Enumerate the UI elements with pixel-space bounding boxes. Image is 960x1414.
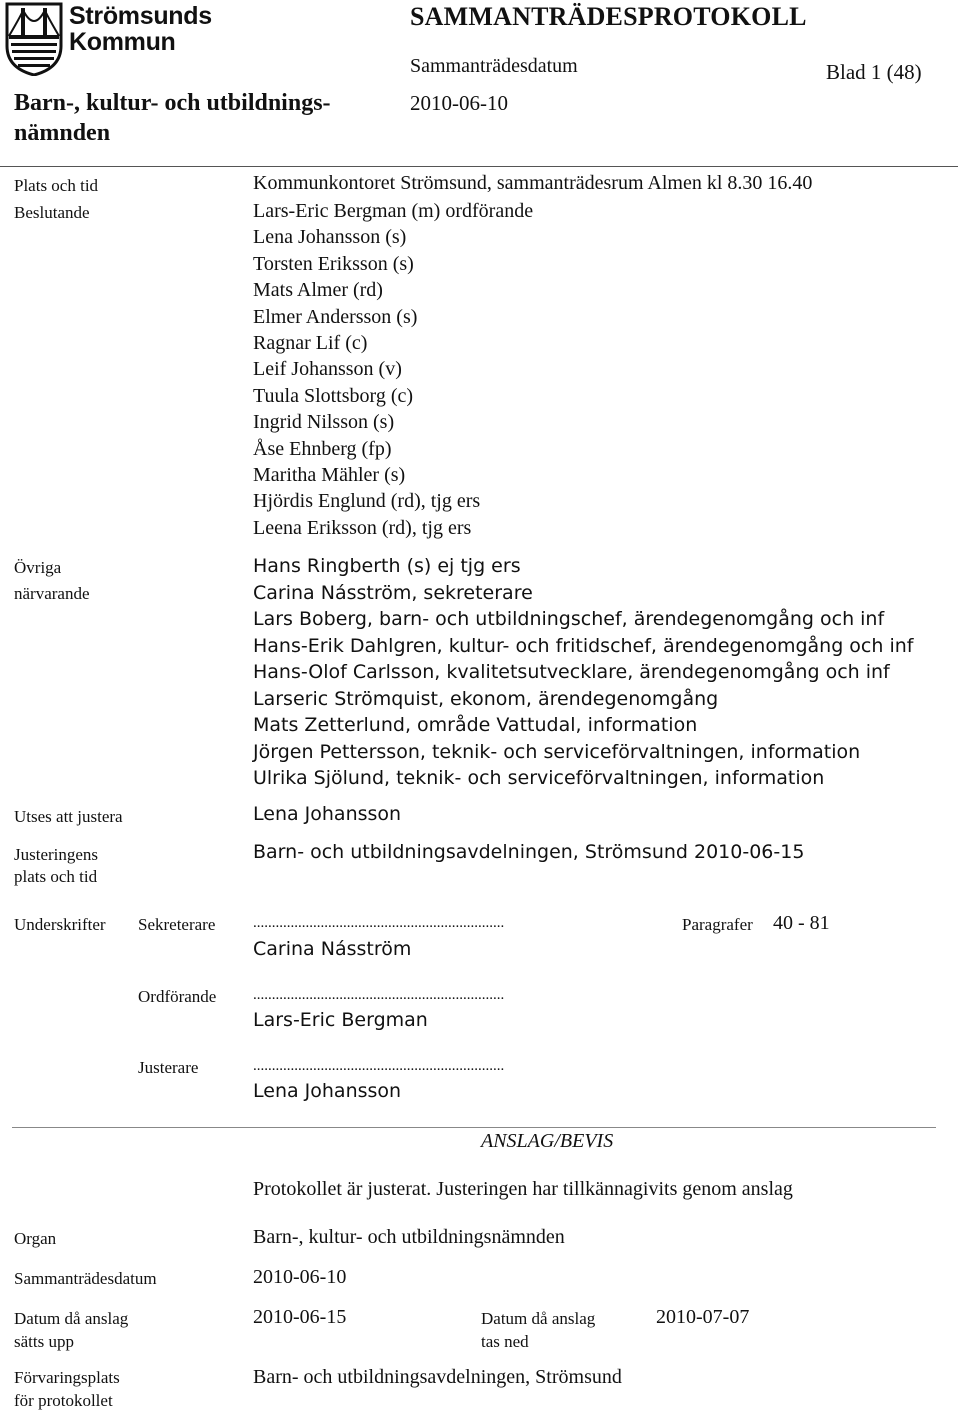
removed-value: 2010-07-07 <box>656 1306 750 1328</box>
notice-title: ANSLAG/BEVIS <box>481 1130 614 1152</box>
deciding-member: Hjördis Englund (rd), tjg ers <box>253 490 481 513</box>
notice-date-label: Sammanträdesdatum <box>14 1269 157 1288</box>
storage-value: Barn- och utbildningsavdelningen, Strömsund <box>253 1366 622 1388</box>
deciding-member: Leif Johansson (v) <box>253 358 402 381</box>
posted-label-1: Datum då anslag <box>14 1309 129 1328</box>
others-list <box>253 553 913 792</box>
committee-name-line-1: Barn-, kultur- och utbildnings- <box>14 90 331 116</box>
secretary-name: Carina Násström <box>253 938 412 960</box>
adjuster-signature-line: ................................................................... <box>253 1058 505 1074</box>
adjuster-value: Lena Johansson <box>253 803 402 825</box>
attendee: Jörgen Pettersson, teknik- och serviceförvaltningen, information <box>253 740 861 763</box>
place-value: Kommunkontoret Strömsund, sammanträdesrum Almen kl 8.30 16.40 <box>253 172 813 194</box>
posted-value: 2010-06-15 <box>253 1306 347 1328</box>
bridge-logo-icon <box>5 2 63 76</box>
deciding-member: Torsten Eriksson (s) <box>253 252 414 275</box>
others-label-1: Övriga <box>14 558 62 577</box>
adjust-place-value: Barn- och utbildningsavdelningen, Strömsund 2010-06-15 <box>253 841 805 863</box>
attendee: Carina Násström, sekreterare <box>253 581 533 604</box>
adjust-place-label-2: plats och tid <box>14 867 98 886</box>
deciding-member: Ingrid Nilsson (s) <box>253 411 395 434</box>
adjust-place-label-1: Justeringens <box>14 845 99 864</box>
removed-label-2: tas ned <box>481 1332 529 1351</box>
organ-value: Barn-, kultur- och utbildningsnämnden <box>253 1226 565 1248</box>
secretary-signature-line: ................................................................... <box>253 915 505 931</box>
header-divider <box>0 166 958 167</box>
others-label-2: närvarande <box>14 584 90 603</box>
attendee: Ulrika Sjölund, teknik- och serviceförvaltningen, information <box>253 767 825 789</box>
deciding-label: Beslutande <box>14 203 90 222</box>
deciding-member: Lars-Eric Bergman (m) ordförande <box>253 200 534 222</box>
chair-name: Lars-Eric Bergman <box>253 1009 428 1031</box>
adjuster-label: Utses att justera <box>14 807 123 826</box>
committee-name-line-2: nämnden <box>14 120 111 146</box>
municipality-logo <box>5 2 212 80</box>
attendee: Hans-Erik Dahlgren, kultur- och fritidschef, ärendegenomgång och inf <box>253 634 914 657</box>
attendee: Hans Ringberth (s) ej tjg ers <box>253 555 521 577</box>
posted-label-2: sätts upp <box>14 1332 74 1351</box>
notice-statement: Protokollet är justerat. Justeringen har tillkännagivits genom anslag <box>253 1178 793 1200</box>
attendee: Hans-Olof Carlsson, kvalitetsutvecklare, ärendegenomgång och inf <box>253 661 890 683</box>
organ-label: Organ <box>14 1229 57 1248</box>
logo-line-1: Strömsunds <box>69 2 212 30</box>
deciding-member: Åse Ehnberg (fp) <box>253 437 392 460</box>
deciding-member: Tuula Slottsborg (c) <box>253 384 414 407</box>
deciding-member: Lena Johansson (s) <box>253 226 407 249</box>
deciding-member: Ragnar Lif (c) <box>253 331 368 354</box>
adjuster-name: Lena Johansson <box>253 1080 402 1102</box>
chair-signature-line: ................................................................... <box>253 987 505 1003</box>
attendee: Larseric Strömquist, ekonom, ärendegenomgång <box>253 687 719 710</box>
header-date-value: 2010-06-10 <box>410 91 508 115</box>
page-number: Blad 1 (48) <box>826 60 922 84</box>
paragraphs-label: Paragrafer <box>682 915 753 934</box>
notice-date-value: 2010-06-10 <box>253 1266 347 1288</box>
place-label: Plats och tid <box>14 176 99 195</box>
notice-divider <box>12 1127 936 1128</box>
document-title: SAMMANTRÄDESPROTOKOLL <box>410 2 807 31</box>
deciding-member: Mats Almer (rd) <box>253 279 383 302</box>
storage-label-1: Förvaringsplats <box>14 1368 120 1387</box>
deciding-list <box>253 198 533 541</box>
deciding-member: Leena Eriksson (rd), tjg ers <box>253 516 472 539</box>
signatures-label: Underskrifter <box>14 915 106 934</box>
removed-label-1: Datum då anslag <box>481 1309 596 1328</box>
chair-role: Ordförande <box>138 987 217 1006</box>
deciding-member: Elmer Andersson (s) <box>253 305 418 328</box>
header-date-label: Sammanträdesdatum <box>410 55 578 77</box>
logo-line-2: Kommun <box>69 28 176 56</box>
storage-label-2: för protokollet <box>14 1391 113 1410</box>
deciding-member: Maritha Mähler (s) <box>253 463 406 486</box>
attendee: Lars Boberg, barn- och utbildningschef, ärendegenomgång och inf <box>253 608 885 630</box>
secretary-role: Sekreterare <box>138 915 216 934</box>
attendee: Mats Zetterlund, område Vattudal, information <box>253 714 698 736</box>
paragraphs-value: 40 - 81 <box>773 912 830 934</box>
adjuster-role: Justerare <box>138 1058 199 1077</box>
